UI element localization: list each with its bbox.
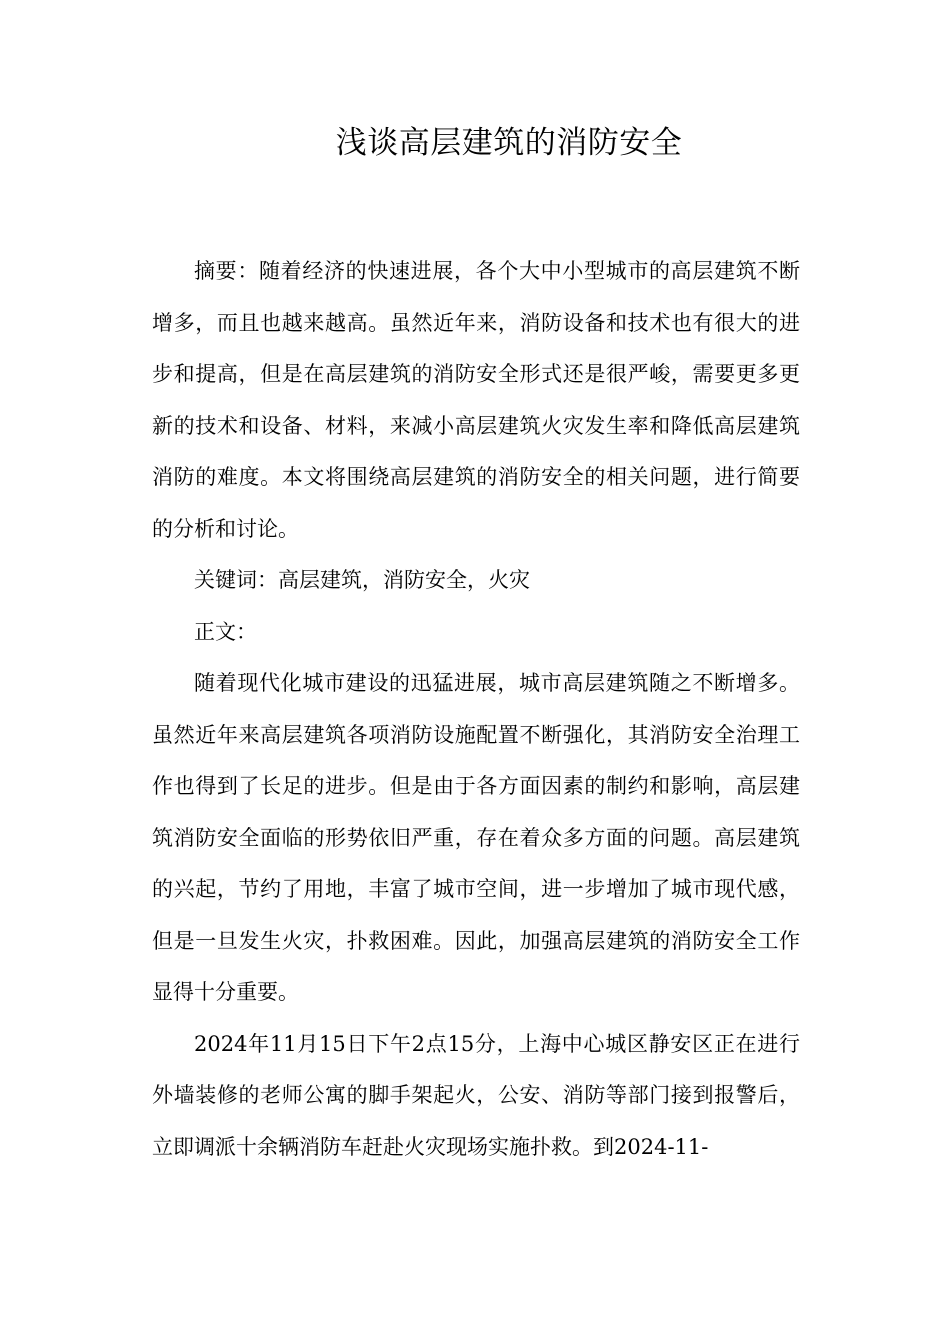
abstract-paragraph: 摘要：随着经济的快速进展，各个大中小型城市的高层建筑不断增多，而且也越来越高。虽然近年来，消防设备和技术也有很大的进步和提高，但是在高层建筑的消防安全形式还是很严峻，需要更多更新的技术和设备、材料，来减小高层建筑火灾发生率和降低高层建筑消防的难度。本文将围绕高层建筑的消防安全的相关问题，进行简要的分析和讨论。 bbox=[152, 259, 800, 541]
body-heading: 正文： bbox=[194, 619, 257, 644]
document-title: 浅谈高层建筑的消防安全 bbox=[335, 125, 683, 161]
body-paragraph: 随着现代化城市建设的迅猛进展，城市高层建筑随之不断增多。虽然近年来高层建筑各项消防设施配置不断强化，其消防安全治理工作也得到了长足的进步。但是由于各方面因素的制约和影响，高层建筑消防安全面临的形势依旧严重，存在着众多方面的问题。高层建筑的兴起，节约了用地，丰富了城市空间，进一步增加了城市现代感，但是一旦发生火灾，扑救困难。因此，加强高层建筑的消防安全工作显得十分重要。 bbox=[152, 671, 800, 1004]
document-body bbox=[152, 246, 800, 1173]
body-paragraph: 2024年11月15日下午2点15分，上海中心城区静安区正在进行外墙装修的老师公寓的脚手架起火，公安、消防等部门接到报警后，立即调派十余辆消防车赶赴火灾现场实施扑救。到2024-11- bbox=[152, 1031, 800, 1159]
keywords-paragraph: 关键词：高层建筑，消防安全，火灾 bbox=[194, 568, 530, 592]
